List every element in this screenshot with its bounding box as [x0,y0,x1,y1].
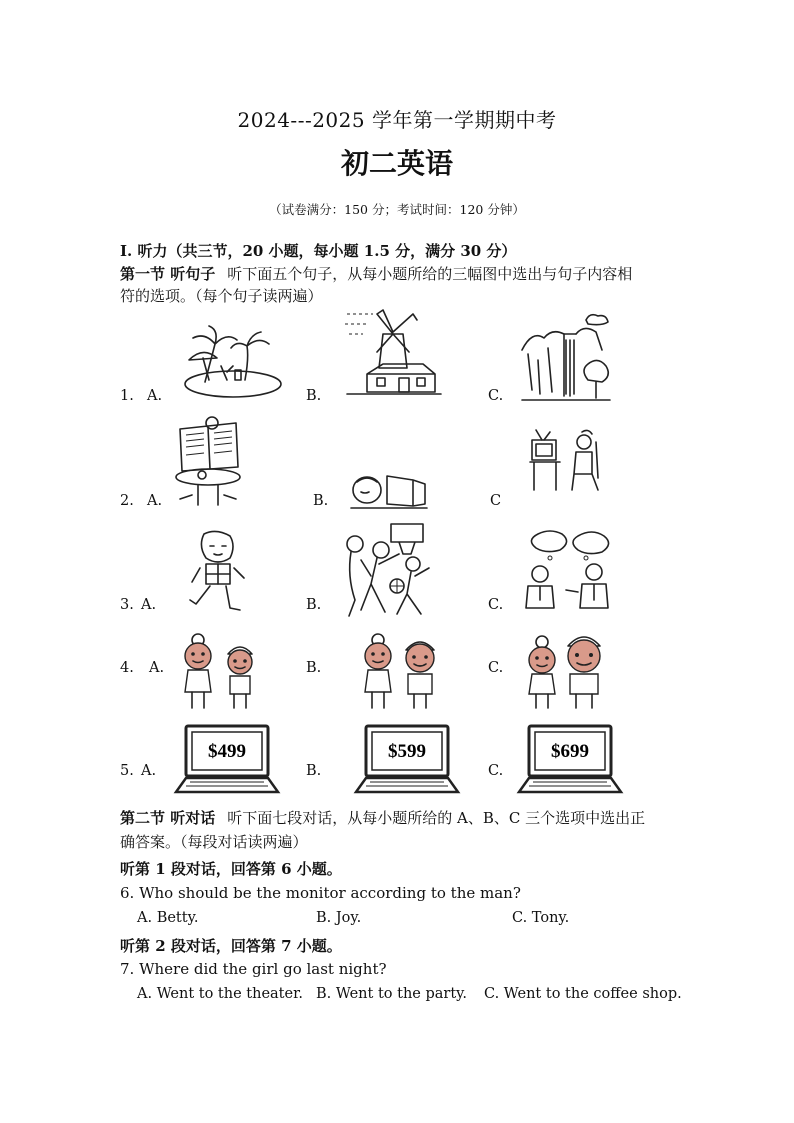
option-b-label: B. [306,597,322,613]
subject-title: 初二英语 [340,147,453,180]
q6-option-b: B. Joy. [316,910,362,926]
question-number: 2. [120,493,134,509]
laptop-picture-c [515,722,625,796]
exam-title: 2024---2025 学年第一学期期中考 [237,108,557,132]
computer-sleeping-picture [347,468,429,512]
option-a-label: A. [141,763,157,779]
section2-title: 第二节 听对话 [120,809,216,827]
running-boy-picture [186,528,252,614]
section1-instructions [120,263,632,284]
price-label: $699 [551,741,589,762]
kids-picture-b [358,630,442,712]
section-heading: I. 听力（共三节，20 小题，每小题 1.5 分，满分 30 分） [120,242,517,260]
option-a-label: A. [149,660,165,676]
section1-instr-a: 听下面五个句子，从每小题所给的三幅图中选出与句子内容相 [227,265,633,283]
laptop-picture-b [352,722,462,796]
section2-instr-b: 确答案。（每段对话读两遍） [120,833,308,851]
option-c-label: C [490,493,502,509]
section2-instr-a: 听下面七段对话，从每小题所给的 A、B、C 三个选项中选出正 [227,809,646,827]
tv-watching-picture [526,428,606,496]
dialog1-heading: 听第 1 段对话，回答第 6 小题。 [120,860,342,878]
q7-option-b: B. Went to the party. [316,986,468,1002]
newspaper-reading-picture [172,415,244,509]
question-number: 3. [120,597,134,613]
question-number: 5. [120,763,134,779]
question-6: 6. Who should be the monitor according to the man? [120,884,521,902]
q7-option-c: C. Went to the coffee shop. [484,986,682,1002]
windmill-picture [343,308,443,400]
question-number: 4. [120,660,134,676]
option-a-label: A. [147,493,163,509]
section1-title: 第一节 听句子 [120,265,216,283]
price-label: $599 [388,741,426,762]
q7-option-a: A. Went to the theater. [137,986,304,1002]
q6-option-a: A. Betty. [137,910,199,926]
option-a-label: A. [141,597,157,613]
option-c-label: C. [488,597,504,613]
kids-picture-a [178,630,262,712]
thinking-men-picture [520,530,615,612]
question-7: 7. Where did the girl go last night? [120,960,387,978]
island-picture [175,322,285,402]
exam-info: （试卷满分：150 分；考试时间：120 分钟） [269,202,525,217]
option-b-label: B. [306,763,322,779]
section1-instr-b: 符的选项。（每个句子读两遍） [120,287,323,305]
dialog2-heading: 听第 2 段对话，回答第 7 小题。 [120,937,342,955]
q6-option-c: C. Tony. [512,910,570,926]
option-c-label: C. [488,763,504,779]
option-c-label: C. [488,660,504,676]
option-b-label: B. [306,660,322,676]
question-number: 1. [120,388,134,404]
waterfall-picture [518,310,613,406]
section2-instructions [120,807,645,828]
kids-picture-c [520,630,608,712]
option-c-label: C. [488,388,504,404]
laptop-picture-a [172,722,282,796]
price-label: $499 [208,741,246,762]
option-a-label: A. [147,388,163,404]
option-b-label: B. [313,493,329,509]
option-b-label: B. [306,388,322,404]
basketball-picture [341,520,435,620]
